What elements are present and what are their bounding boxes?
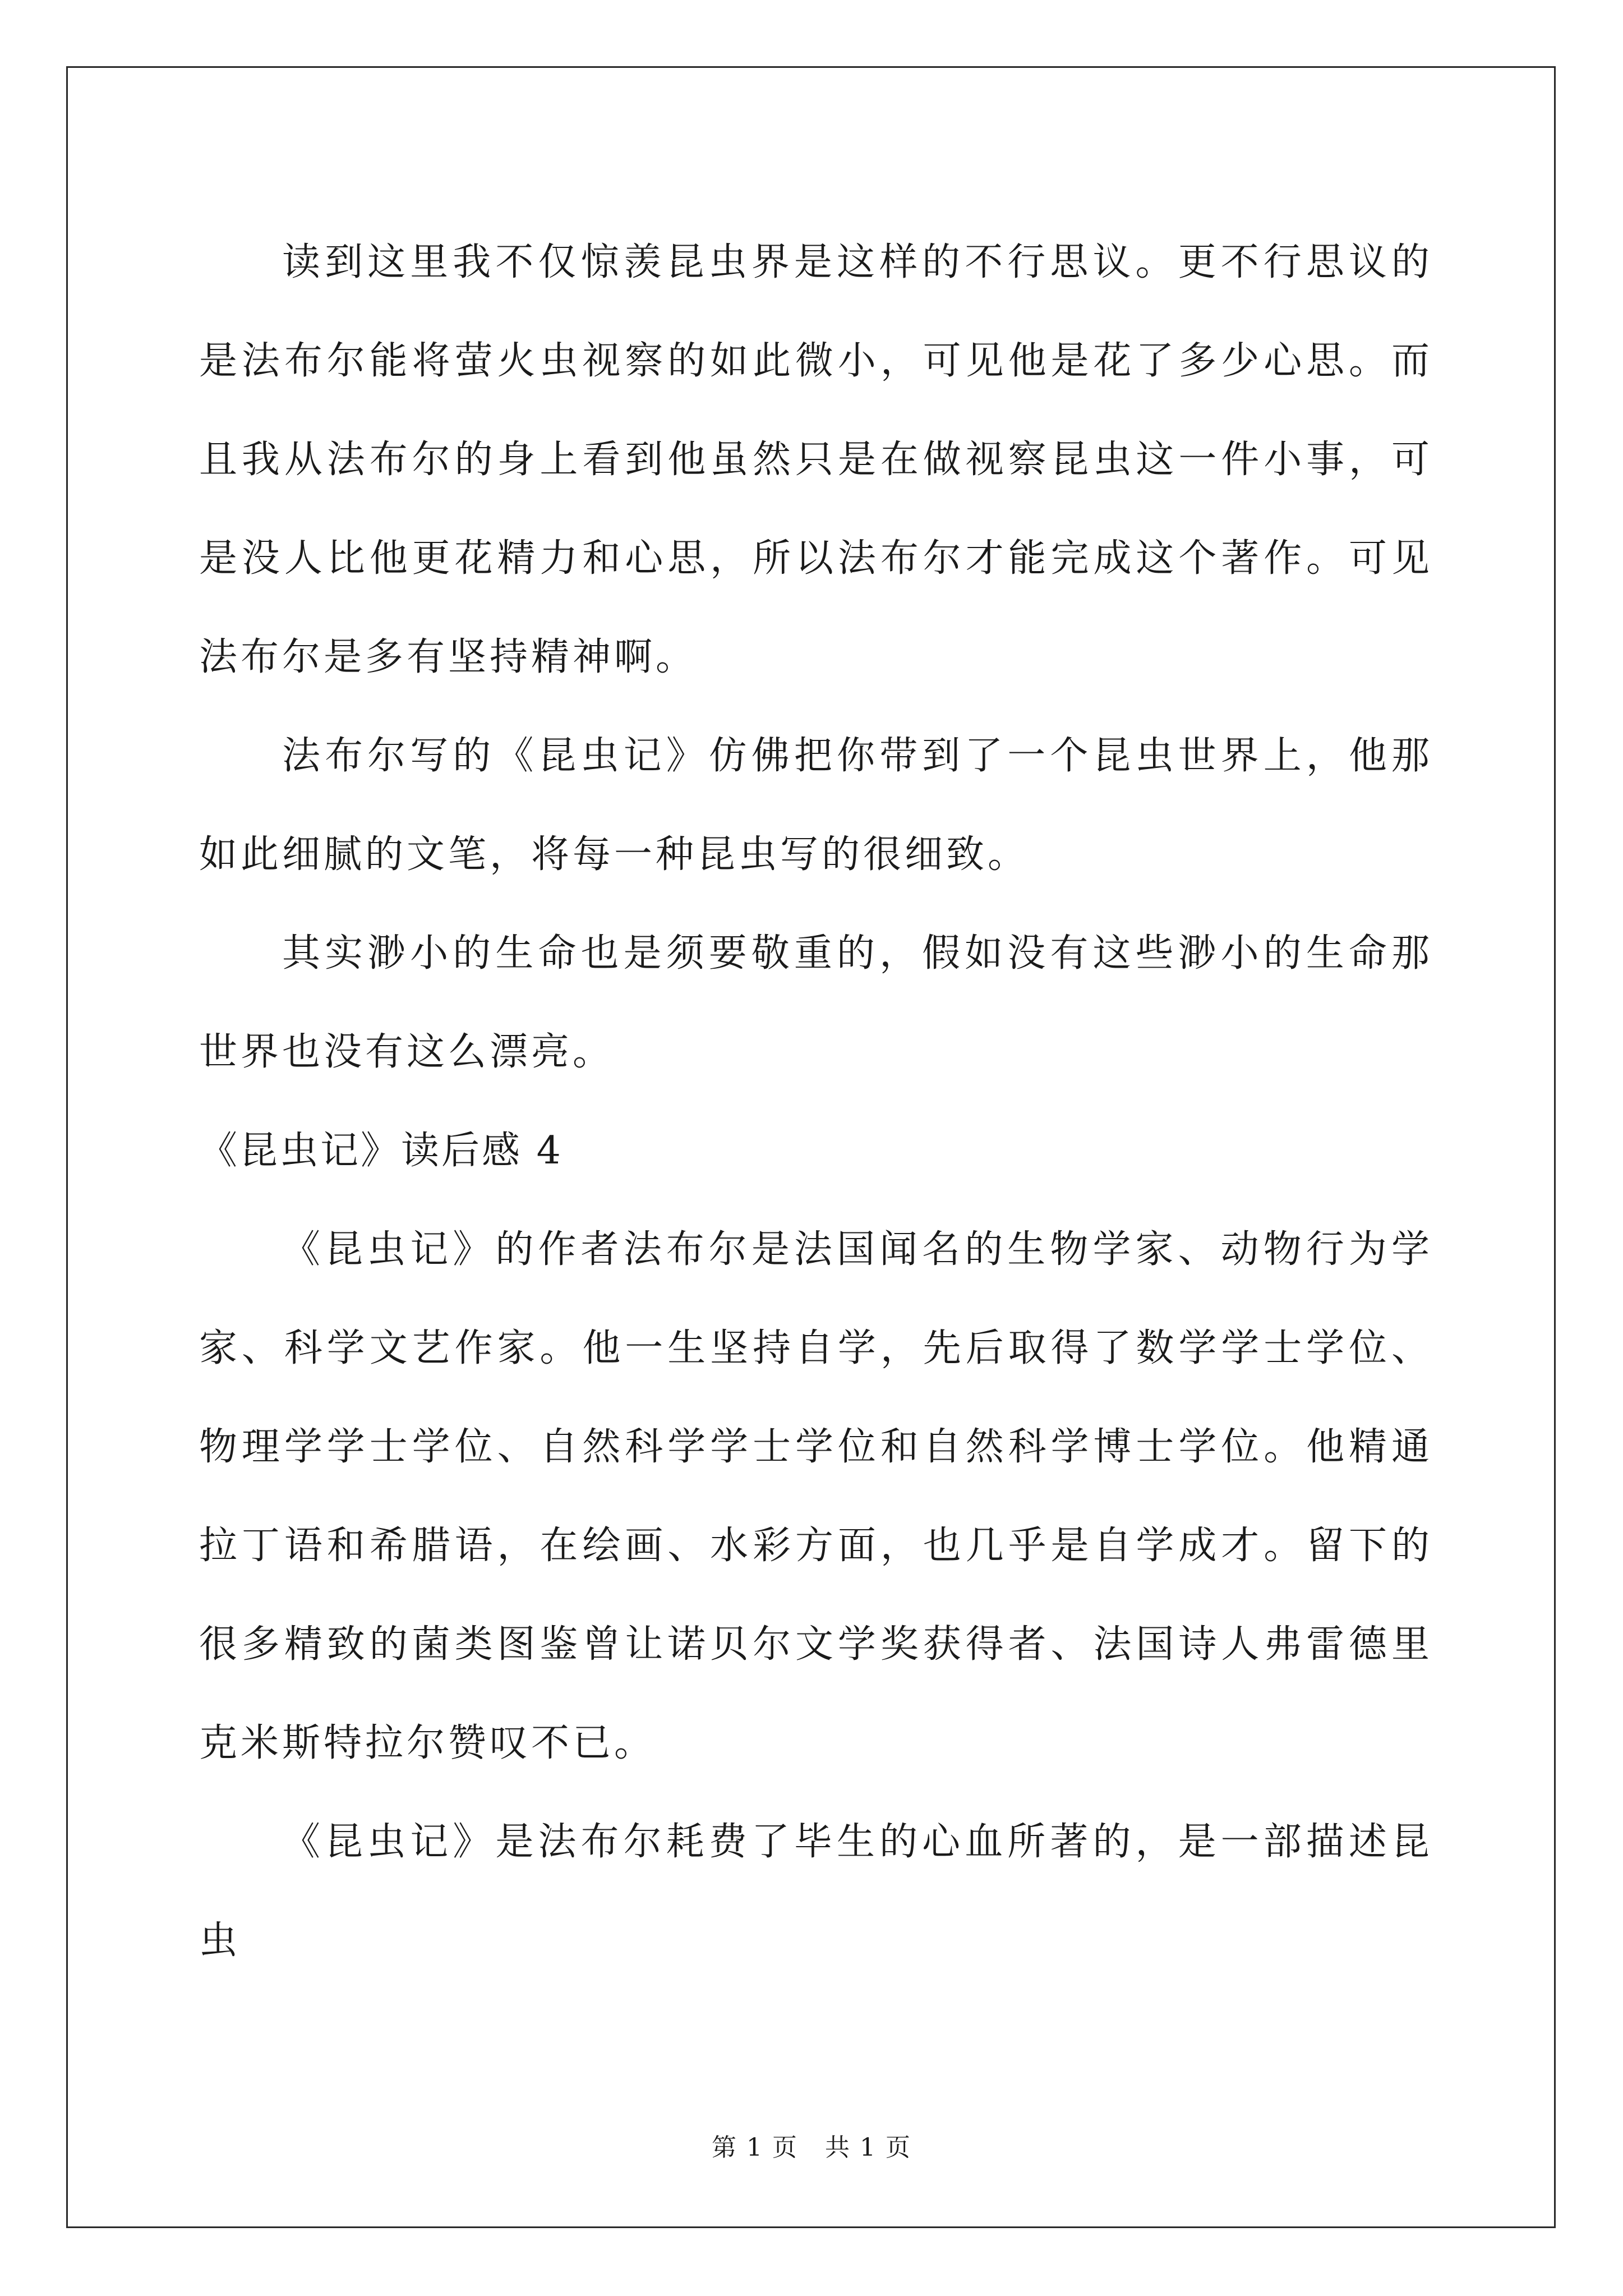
page-footer xyxy=(0,2127,1623,2163)
section-heading: 《昆虫记》读后感 4 xyxy=(199,1129,563,1173)
paragraph: 其实渺小的生命也是须要敬重的，假如没有这些渺小的生命那世界也没有这么漂亮。 xyxy=(199,931,1433,1074)
paragraph: 读到这里我不仅惊羡昆虫界是这样的不行思议。更不行思议的是法布尔能将萤火虫视察的如此微小，可见他是花了多少心思。而且我从法布尔的身上看到他虽然只是在做视察昆虫这一件小事，可是没人比他更花精力和心思，所以法布尔才能完成这个著作。可见法布尔是多有坚持精神啊。 xyxy=(199,240,1433,679)
page-number: 第 1 页 xyxy=(712,2133,798,2162)
paragraph: 《昆虫记》是法布尔耗费了毕生的心血所著的，是一部描述昆虫 xyxy=(199,1820,1433,1963)
document-body xyxy=(199,213,1433,1990)
paragraph: 法布尔写的《昆虫记》仿佛把你带到了一个昆虫世界上，他那如此细腻的文笔，将每一种昆虫写的很细致。 xyxy=(199,734,1433,877)
page-total: 共 1 页 xyxy=(825,2133,911,2162)
paragraph: 《昆虫记》的作者法布尔是法国闻名的生物学家、动物行为学家、科学文艺作家。他一生坚持自学，先后取得了数学学士学位、物理学学士学位、自然科学学士学位和自然科学博士学位。他精通拉丁语和希腊语，在绘画、水彩方面，也几乎是自学成才。留下的很多精致的菌类图鉴曾让诺贝尔文学奖获得者、法国诗人弗雷德里克米斯特拉尔赞叹不已。 xyxy=(199,1227,1433,1765)
